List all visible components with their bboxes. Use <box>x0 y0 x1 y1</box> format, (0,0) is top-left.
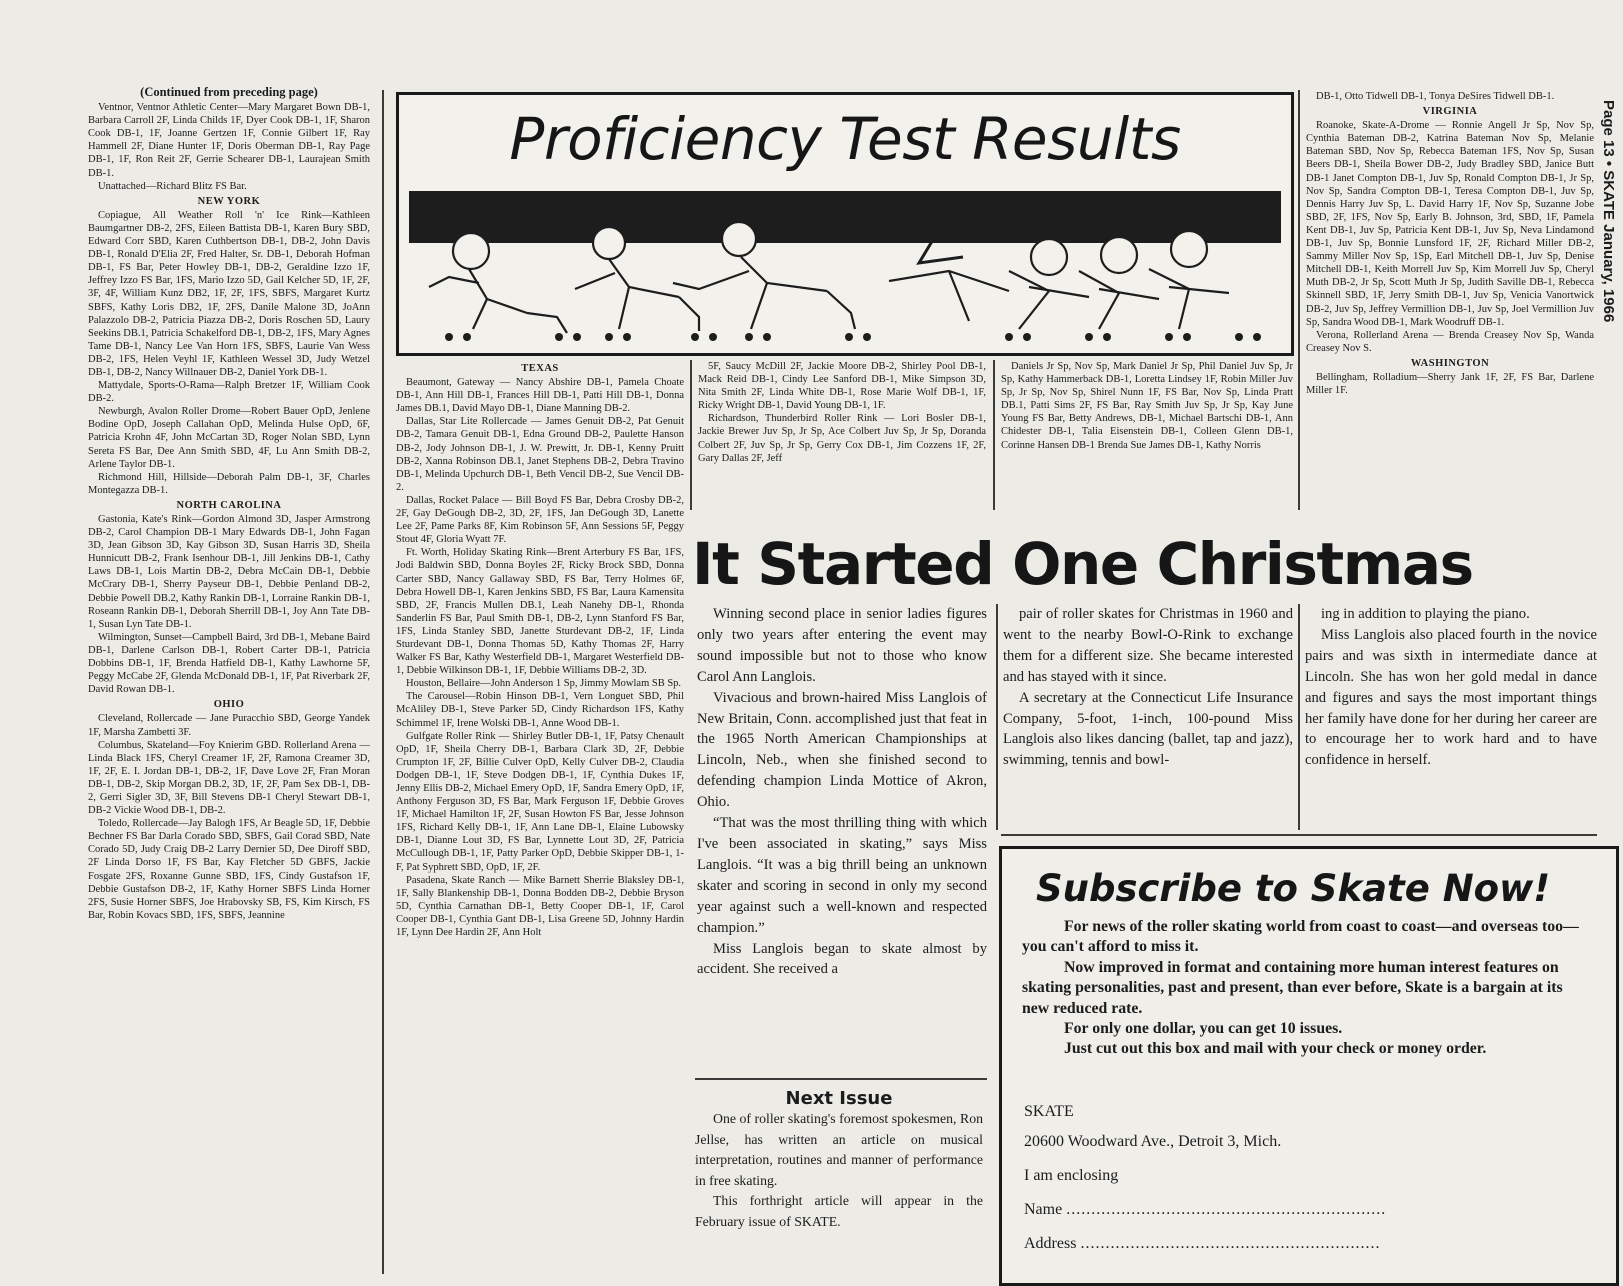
results-paragraph: Gastonia, Kate's Rink—Gordon Almond 3D, Jasper Armstrong DB-2, Carol Champion DB-1 Mary Edwards DB-1, John Fagan 3D, Jean Gibson 3D, Kay Gibson 3D, Susan Harris 3D, Sheila Hunnicutt DB-2, Frank Isenhour DB-1, Jill Jenkins DB-1, Cathy Laws DB-1, Lois Martin DB-2, Debra McCain DB-1, Debbie McCrary DB-1, Sherry Payseur DB-1, Debbie Penland DB-2, Debbie Powell DB.2, Kathy Rankin DB-1, Lorraine Rankin DB-1, Roseann Rankin DB-1, Deborah Sherrill DB-1, Joy Ann Tate DB-1, Susan Lyn Tate DB-1. <box>88 514 370 630</box>
name-label: Name <box>1024 1201 1063 1218</box>
results-column-4 <box>1001 360 1293 510</box>
enclosing-label: I am enclosing <box>1024 1167 1119 1184</box>
proficiency-banner <box>396 92 1294 356</box>
results-paragraph: 5F, Saucy McDill 2F, Jackie Moore DB-2, Shirley Pool DB-1, Mack Reid DB-1, Cindy Lee Sanford DB-1, Mike Simpson 3D, Nita Smith 2F, Linda White DB-1, Rose Marie Wolf DB-1, 1F, Ricky Wright DB-1, David Young DB-1, 1F. <box>698 361 986 412</box>
story-paragraph: Miss Langlois also placed fourth in the novice pairs and was sixth in intermediate dance at Lincoln. She has won her gold medal in dance and figures and says the most important things her family have done for her during her career are to encourage her to work hard and to have confidence in herself. <box>1305 626 1597 769</box>
results-paragraph: Roanoke, Skate-A-Drome — Ronnie Angell Jr Sp, Nov Sp, Cynthia Bateman DB-2, Katrina Bateman Nov Sp, Melanie Bateman SBD, Nov Sp, Rebecca Bateman 1FS, Nov Sp, Susan Beers DB-1, Sheila Bower DB-2, Judy Bradley SBD, Janice Butt DB-1 Janet Compton DB-1, Juv Sp, Ronald Compton DB-1, Jr Sp, Nov Sp, Sandra Compton DB-1, Teresa Compton DB-1, Juv Sp, Dennis Harry Juv Sp, L. David Harry 1F, Nov Sp, Suzanne Jobe SBD, 2F, 1FS, Nov Sp, Early B. Johnson, 3rd, SBD, 1F, Pamela Kent DB-1, Juv Sp, Patricia Kent DB-1, Juv Sp, Neva Lindamond DB-1, Juv Sp, Bonnie Lunsford 1F, 2F, Richard Miller DB-2, Sammy Miller Nov Sp, 1Sp, Earl Mitchell DB-1, Juv Sp, Denise Mitchell DB-1, Keith Morrell Juv Sp, Kim Morrell Juv Sp, Cheryl Muth DB-2, Jr Sp, Scott Muth Jr Sp, Judith Saville DB-1, Rebecca Skinnell SBD, 1F, Jerry Smith DB-1, Juv Sp, Venicia Vanortwick DB-2, Juv Sp, Jeffrey Vermillion DB-1, Juv Sp, Joel Vermillion Juv Sp, Sandra Wood DB-1, Mark Woodruff DB-1. <box>1306 120 1594 328</box>
results-paragraph: Copiague, All Weather Roll 'n' Ice Rink—Kathleen Baumgartner DB-2, 2FS, Eileen Battista DB-1, Karen Bury SBD, Edward Corr SBD, Karen Cuthbertson DB-1, DB-2, John Davis DB-1, Ronald D'Elia 2F, Fred Halter, Sr. DB-1, Deborah Hofman DB-1, FS Bar, Peter Howley DB-1, DB-2, Geraldine Izzo 1F, Jeffrey Izzo FS Bar, 1FS, Mario Izzo 5D, Gail Kelcher 5D, 1F, 2F, 3F, 4F, William Kunz DB2, 1F, 2F, 1FS, SBFS, Margaret Kurtz SBFS, Kathy Loris DB2, 1F, 2FS, Danile Malone 3D, JoAnn Palazzolo DB-2, Patricia Piazza DB-2, Doris Roschen 5D, Laury Seekins DB.1, Patricia Schakelford DB-1, DB-2, 1FS, Mary Agnes Tame DB-1, Nancy Lee Van Horn 1FS, SBFS, Laurie Van Wess DB-2, 1FS, Helen Veyhl 1F, Kathleen Wessel 3D, Judy Wetzel DB-1, DB-2, Nancy Willnauer DB-2, Daniel York DB-1. <box>88 209 370 378</box>
state-heading: VIRGINIA <box>1422 106 1478 118</box>
continued-note: (Continued from preceding page) <box>140 86 318 99</box>
results-paragraph: Wilmington, Sunset—Campbell Baird, 3rd DB-1, Mebane Baird DB-1, Darlene Carlson DB-1, Robert Carter DB-1, Patricia Dobbins DB-1, 1F, Brenda Hatfield DB-1, Kathy Lawhorne 5F, Peggy McCabe 2F, Glenda McDonald DB-1, 1F, Pat Riverbark 2F, David Rowan DB-1. <box>88 631 370 696</box>
results-paragraph: Toledo, Rollercade—Jay Balogh 1FS, Ar Beagle 5D, 1F, Debbie Bechner FS Bar Darla Corado SBD, SBFS, Gail Corad SBD, Nate Corado 5D, Judy Craig DB-2 Larry Dernier 5D, Dee Diroff SBD, 2F Linda Dorso 1F, FS Bar, Kay Fletcher 5D GBFS, Jackie Fosgate 2FS, Roxanne Gunne SBD, 1FS, Cindy Gustafson 1F, Debbie Gustafson DB-2, 1F, Kathy Horner SBFS Linda Horner 2FS, Susie Horner SBFS, Joe Hrabovsky SB, FS, Kim Kirsch, FS Bar, Robin Kovacs SBD, 1FS, SBFS, Jeannine <box>88 818 370 921</box>
subscribe-title: Subscribe to Skate Now! <box>1036 867 1551 910</box>
subscribe-paragraph: Just cut out this box and mail with your check or money order. <box>1064 1040 1487 1058</box>
story-column-a <box>697 604 987 1074</box>
subscribe-paragraph: For news of the roller skating world from coast to coast—and overseas too—you can't afford to miss it. <box>1022 918 1579 956</box>
state-heading: TEXAS <box>521 363 559 374</box>
state-heading: NORTH CAROLINA <box>176 499 282 511</box>
story-paragraph: Vivacious and brown-haired Miss Langlois of New Britain, Conn. accomplished just that feat in the 1965 North American Championships at Lincoln, Neb., when she finished second to defending champion Linda Mottice of Akron, Ohio. <box>697 689 987 811</box>
results-paragraph: Gulfgate Roller Rink — Shirley Butler DB-1, 1F, Patsy Chenault OpD, 1F, Sheila Cherry DB-1, Barbara Clark 3D, 2F, Debbie Crumpton 1F, 2F, Billie Culver OpD, Kelly Culver DB-2, Claudia Dodgen DB-1, 1F, Steve Dodgen DB-1, 1F, Cynthia Dukes 1F, Jenny Ellis DB-2, Michael Emery OpD, 1F, Sandra Emery OpD, 1F, Anthony Ferguson 3D, FS Bar, Mark Ferguson 1F, Debbie Groves 1F, Michael Hamilton 1F, 2F, Susan Howton FS Bar, Jesse Johnson 1FS, Richard Kelly DB-1, 1F, Ann Lane DB-1, Elaine Lubowsky DB-1, Dianne Lout 3D, FS Bar, Lynnette Lout 3D, 2F, Patricia McCullough DB-1, 1F, Patty Parker OpD, Debbie Skipper DB-1, 1-F, Pat Syphrett SBD, OpD, 1F, 2F. <box>396 730 684 873</box>
story-headline: It Started One Christmas <box>692 530 1473 598</box>
story-column-b <box>1003 604 1293 824</box>
section-divider <box>695 1078 987 1080</box>
skaters-illustration <box>409 191 1281 347</box>
results-paragraph: Richmond Hill, Hillside—Deborah Palm DB-1, 3F, Charles Montegazza DB-1. <box>88 471 370 496</box>
results-paragraph: Bellingham, Rolladium—Sherry Jank 1F, 2F, FS Bar, Darlene Miller 1F. <box>1306 371 1594 397</box>
results-paragraph: Daniels Jr Sp, Nov Sp, Mark Daniel Jr Sp, Phil Daniel Juv Sp, Jr Sp, Kathy Hammerback DB-1, Loretta Lindsey 1F, Robin Miller Juv Sp, Jr Sp, Nov Sp, Shirel Nunn 1F, FS Bar, Nov Sp, Linda Pratt DB.1, Patti Sims 2F, FS Bar, Ray Smith Juv Sp, Jr Sp, Kay June Young FS Bar, Betty Andrews, DB-1, Michael Bartschi DB-1, Ann Chidester DB-1, Talia Eisenstein DB-1, Colleen Glenn DB-1, Corinne Hansen DB-1 Brenda Sue James DB-1, Kathy Norris <box>1001 361 1293 451</box>
results-paragraph: Pasadena, Skate Ranch — Mike Barnett Sherrie Blaksley DB-1, 1F, Sally Blankenship DB-1, Donna Bodden DB-2, Debbie Bryson 5D, Cynthia Carnathan DB-1, Betty Cooper DB-1, 1F, Carol Cooper DB-1, Cynthia Gant DB-1, Lisa Greene 5D, Johnny Hardin 1F, Lynn Dee Hardin 2F, Ann Holt <box>396 874 684 939</box>
section-divider <box>1001 834 1597 836</box>
next-issue-box <box>695 1088 983 1232</box>
results-paragraph: Mattydale, Sports-O-Rama—Ralph Bretzer 1F, William Cook DB-2. <box>88 380 370 405</box>
next-issue-paragraph: This forthright article will appear in the February issue of SKATE. <box>695 1193 983 1229</box>
story-paragraph: A secretary at the Connecticut Life Insurance Company, 5-foot, 1-inch, 100-pound Miss Langlois also likes dancing (ballet, tap and jazz), swimming, tennis and bowl- <box>1003 689 1293 769</box>
mailing-name: SKATE <box>1024 1103 1074 1120</box>
results-column-2 <box>396 360 684 1274</box>
story-column-c <box>1305 604 1597 824</box>
banner-title: Proficiency Test Results <box>509 105 1181 173</box>
subscribe-body <box>1022 917 1592 1060</box>
column-divider <box>690 360 692 510</box>
results-paragraph: Richardson, Thunderbird Roller Rink — Lori Bosler DB-1, Jackie Brewer Juv Sp, Jr Sp, Ace Colbert Juv Sp, Jr Sp, Doranda Colbert 2F, Juv Sp, Jr Sp, Gerry Cox DB-1, Jim Cozzens 1F, 2F, Gary Dallas 2F, Jeff <box>698 413 986 464</box>
results-paragraph: Ft. Worth, Holiday Skating Rink—Brent Arterbury FS Bar, 1FS, Jodi Baldwin SBD, Donna Boyles 2F, Ricky Brock SBD, Donna Carter SBD, Nancy Gallaway SBD, FS Bar, Terry Holmes 6F, Debra Howell DB-1, Karen Jenkins SBD, FS Bar, Laura Kamensita SBD, 2F, Francis Mullen DB.1, Leah Nanehy DB-1, Rhonda Sanderlin FS Bar, Paul Smith DB-1, DB-2, Lynn Stanford FS Bar, 1FS, Linda Stanley SBD, Janette Sturdevant DB-2, 1F, Linda Sturdevant DB-1, Donna Thomas 5D, Kathy Thomas 2F, Harry Walker FS Bar, Kathy Westerfield DB-1, Margaret Westerfield DB-1, Debbie Wilkinson DB-1, 1F, Debbie Williams DB-2, 3D. <box>396 547 684 677</box>
results-column-3 <box>698 360 986 510</box>
state-heading: OHIO <box>213 699 245 711</box>
next-issue-title: Next Issue <box>785 1088 893 1109</box>
results-paragraph: Columbus, Skateland—Foy Knierim GBD. Rollerland Arena — Linda Black 1FS, Cheryl Creamer 1F, 2F, Ramona Creamer 3D, 1F, 2F, E. I. Jordan DB-1, DB-2, 1F, Dave Love 2F, Fran Moran DB-1, DB-2, Skip Morgan DB.2, 3D, 1F, 2F, Pam Sex DB-1, DB-2, Gerri Sigler 3D, 3F, Bill Stevens DB-1 Cheryl Stewart DB-1, DB-2 Vickie Wood DB-1, DB-2. <box>88 739 370 817</box>
column-divider <box>1298 90 1300 510</box>
name-field-row <box>1024 1201 1386 1219</box>
address-label: Address <box>1024 1235 1077 1252</box>
results-paragraph: Verona, Rollerland Arena — Brenda Creasey Nov Sp, Wanda Creasey Nov S. <box>1306 329 1594 354</box>
story-paragraph: Miss Langlois began to skate almost by accident. She received a <box>697 940 987 978</box>
story-paragraph: Winning second place in senior ladies figures only two years after entering the event may sound impossible but not to those who know Carol Ann Langlois. <box>697 606 987 685</box>
results-paragraph: Newburgh, Avalon Roller Drome—Robert Bauer OpD, Jenlene Bodine OpD, Joseph Callahan OpD, Melinda Hulse OpD, 6F, Patricia Krohn 4F, John McCartan 3D, Roger Nolan SBD, Lynn Sereta FS Bar, Dee Ann Smith SBD, 4F, Lu Ann Smith DB-2, Arlene Taylor DB-1. <box>88 406 370 470</box>
story-paragraph: “That was the most thrilling thing with which I've been associated in skating,” says Miss Langlois. “It was a big thrill being an unknown skater and scoring in second in only my second year against such a well-known and respected champion.” <box>697 815 987 936</box>
subscribe-paragraph: Now improved in format and containing more human interest features on skating personalities, past and present, than ever before, Skate is a bargain at its new reduced rate. <box>1022 958 1563 1017</box>
subscribe-coupon <box>999 846 1619 1286</box>
results-paragraph: Dallas, Star Lite Rollercade — James Genuit DB-2, Pat Genuit DB-2, Tamara Genuit DB-1, Edna Ground DB-2, Paulette Hanson DB-2, Jody Johnson DB-1, J. W. Prewitt, Jr. DB-1, Kenny Pruitt DB-2, Xanna Robinson DB.1, Janet Stephens DB-2, Debra Travino DB-1, Melinda Upchurch DB-1, Beth Vencil DB-2, Sue Vencil DB-2. <box>396 416 684 493</box>
column-divider <box>996 604 998 830</box>
results-paragraph: Ventnor, Ventnor Athletic Center—Mary Margaret Bown DB-1, Barbara Carroll 2F, Linda Childs 1F, Dyer Cook DB-1, 1F, Sharon Cook DB-1, 1F, Joanne Gertzen 1F, Connie Gilbert 1F, Ray Hammell 2F, Diane Hunter 1F, Doris Oberman DB-1, Ray Page DB-1, 1F, Ron Reit 2F, Gerrie Schearer DB-1, Laurajean Smith DB-1. <box>88 102 370 179</box>
story-paragraph: ing in addition to playing the piano. <box>1321 606 1530 622</box>
results-paragraph: Unattached—Richard Blitz FS Bar. <box>98 180 247 192</box>
results-column-5 <box>1306 90 1594 510</box>
column-divider <box>382 90 384 1274</box>
page-side-label <box>1592 100 1622 420</box>
next-issue-paragraph: One of roller skating's foremost spokesmen, Ron Jellse, has written an article on musical interpretation, routines and manner of performance in free skating. <box>695 1111 983 1188</box>
column-divider <box>1298 604 1300 830</box>
results-column-1 <box>88 86 370 1274</box>
mailing-address: 20600 Woodward Ave., Detroit 3, Mich. <box>1024 1133 1282 1150</box>
subscribe-paragraph: For only one dollar, you can get 10 issues. <box>1064 1020 1343 1038</box>
column-divider <box>993 360 995 510</box>
side-label-text: Page 13 • SKATE January, 1966 <box>1600 100 1617 323</box>
results-paragraph: Cleveland, Rollercade — Jane Puracchio SBD, George Yandek 1F, Marsha Zambetti 3F. <box>88 713 370 738</box>
results-paragraph: DB-1, Otto Tidwell DB-1, Tonya DeSires Tidwell DB-1. <box>1316 91 1555 102</box>
results-paragraph: Beaumont, Gateway — Nancy Abshire DB-1, Pamela Choate DB-1, Ann Hill DB-1, Frances Hill DB-1, Patti Hill DB-1, Donna James DB.1, David Mayo DB-1, Diane Manning DB-2. <box>396 377 684 415</box>
state-heading: NEW YORK <box>197 195 261 207</box>
address-field-row <box>1024 1235 1380 1253</box>
results-paragraph: Houston, Bellaire—John Anderson 1 Sp, Jimmy Mowlam SB Sp. <box>406 678 682 690</box>
story-paragraph: pair of roller skates for Christmas in 1960 and went to the nearby Bowl-O-Rink to exchange them for a different size. She became interested and has stayed with it since. <box>1003 606 1293 685</box>
results-paragraph: The Carousel—Robin Hinson DB-1, Vern Longuet SBD, Phil McAliley DB-1, Steve Parker 5D, Cindy Richardson 1FS, Kathy Schimmel 1F, Irene Wolski DB-1, Anne Wood DB-1. <box>396 691 684 729</box>
name-field[interactable]: ................................................................ <box>1066 1201 1387 1218</box>
results-paragraph: Dallas, Rocket Palace — Bill Boyd FS Bar, Debra Crosby DB-2, 2F, Gay DeGough DB-2, 3D, 2F, 1FS, Jan DeGough 3D, Lanette Lee 2F, Pame Parks 8F, Kim Robinson 5F, Ann Sessions 5F, Peggy Stout 4F, Gloria Wyatt 7F. <box>396 494 684 546</box>
state-heading: WASHINGTON <box>1410 357 1490 369</box>
address-field[interactable]: ............................................................ <box>1080 1235 1381 1252</box>
